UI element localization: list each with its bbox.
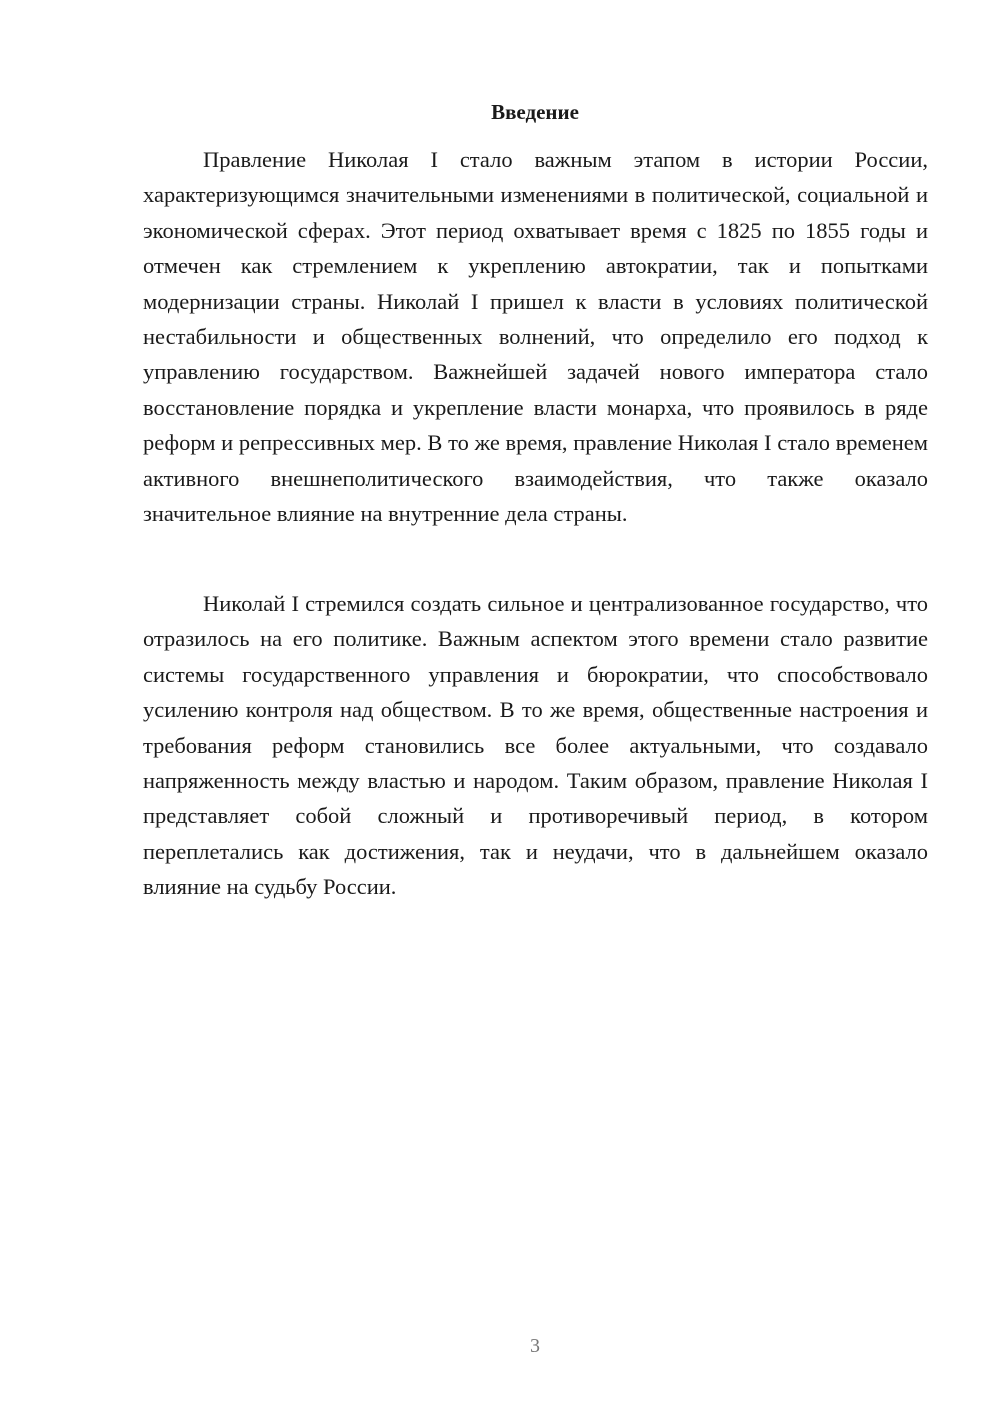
page-number: 3 xyxy=(530,1335,540,1357)
page-title: Введение xyxy=(491,100,579,124)
paragraph-1: Правление Николая I стало важным этапом в истории России, характеризующимся значительными изменениями в политической, социальной и экономической сферах. Этот период охватывает время с 1825 по 1855 годы и отмечен как стремлением к укреплению автократии, так и попытками модернизации страны. Николай I пришел к власти в условиях политической нестабильности и общественных волнений, что определило его подход к управлению государством. Важнейшей задачей нового императора стало восстановление порядка и укрепление власти монарха, что проявилось в ряде реформ и репрессивных мер. В то же время, правление Николая I стало временем активного внешнеполитического взаимодействия, что также оказало значительное влияние на внутренние дела страны. xyxy=(143,147,928,527)
paragraph-2: Николай I стремился создать сильное и централизованное государство, что отразилось на его политике. Важным аспектом этого времени стало развитие системы государственного управления и бюрократии, что способствовало усилению контроля над обществом. В то же время, общественные настроения и требования реформ становились все более актуальными, что создавало напряженность между властью и народом. Таким образом, правление Николая I представляет собой сложный и противоречивый период, в котором переплетались как достижения, так и неудачи, что в дальнейшем оказало влияние на судьбу России. xyxy=(143,591,928,900)
